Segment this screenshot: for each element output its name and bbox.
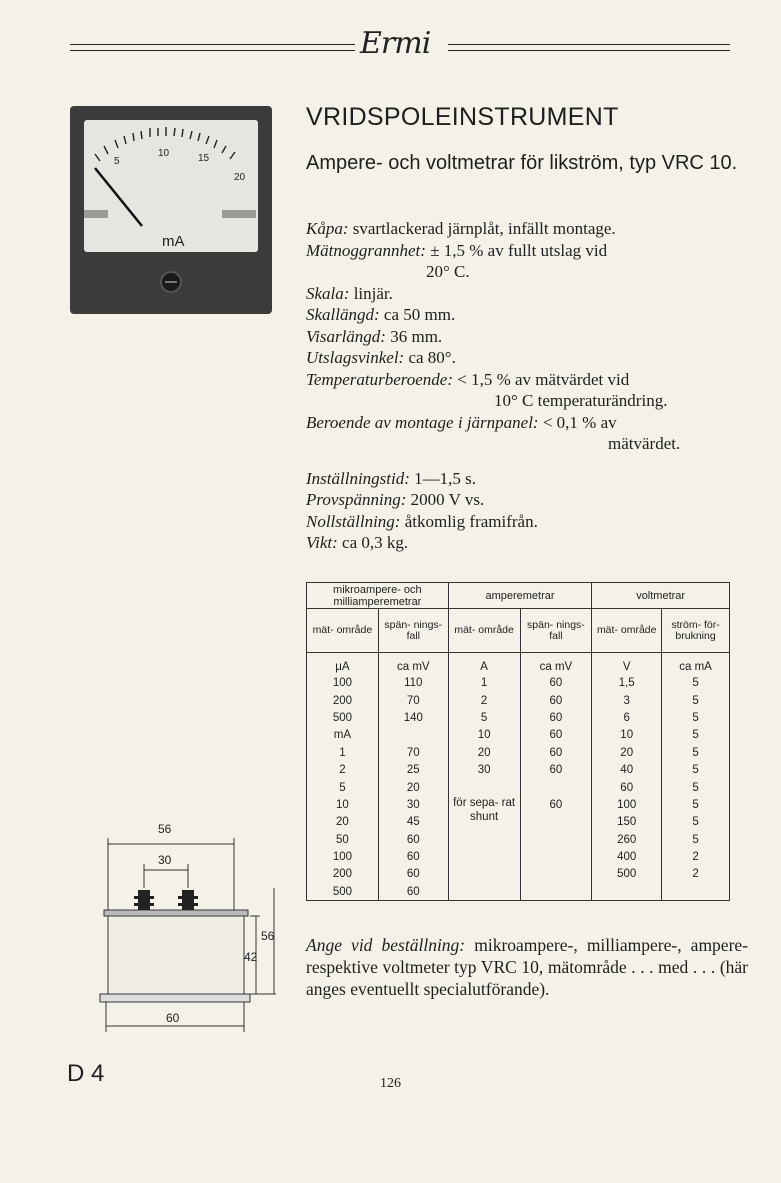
unit-cell: ca mV — [520, 653, 592, 675]
table-row: 100 110 1 60 1,5 5 — [307, 675, 730, 692]
separate-shunt-note: för sepa- rat shunt — [448, 796, 520, 831]
spec-skallangd: Skallängd: ca 50 mm. — [306, 305, 456, 324]
header-rule-right-1 — [448, 44, 730, 45]
header-rule-right-2 — [448, 50, 730, 51]
table-row: 20 45 150 5 — [307, 814, 730, 831]
group-header-ampere: amperemetrar — [448, 583, 592, 609]
dim-30: 30 — [158, 853, 172, 867]
scale-label-20: 20 — [234, 172, 246, 183]
group-header-volt: voltmetrar — [592, 583, 730, 609]
spec-skala: Skala: linjär. — [306, 283, 393, 303]
table-row: 200 60 500 2 — [307, 866, 730, 883]
table-row: mA 10 60 10 5 — [307, 727, 730, 744]
header-rule-left-1 — [70, 44, 355, 45]
unit-cell: A — [448, 653, 520, 675]
col-header-spanningsfall: spän- nings- fall — [520, 609, 592, 653]
spec-visarlangd: Visarlängd: 36 mm. — [306, 326, 443, 346]
col-header-matomrade: mät- område — [592, 609, 662, 653]
meter-marking-right — [222, 210, 256, 218]
header-rule-left-2 — [70, 50, 355, 51]
scale-label-10: 10 — [158, 148, 170, 159]
col-header-matomrade: mät- område — [307, 609, 379, 653]
dim-56-top: 56 — [158, 822, 172, 836]
spec-kapa: Kåpa: svartlackerad järnplåt, infällt montage. — [306, 219, 616, 238]
spec-temperatur-cont: 10° C temperaturändring. — [494, 391, 668, 410]
spec-vikt: Vikt: ca 0,3 kg. — [306, 533, 409, 552]
unit-cell: μA — [307, 653, 379, 675]
table-row: 5 20 60 5 — [307, 779, 730, 796]
unit-cell: ca mA — [662, 653, 730, 675]
page-title: VRIDSPOLEINSTRUMENT — [306, 103, 619, 131]
table-row: 100 60 400 2 — [307, 848, 730, 865]
meter-unit-label: mA — [162, 233, 185, 250]
table-row: 200 70 2 60 3 5 — [307, 692, 730, 709]
col-header-stromforbrukning: ström- för- brukning — [662, 609, 730, 653]
dim-56-side: 56 — [261, 929, 275, 943]
unit-cell: V — [592, 653, 662, 675]
ordering-note: Ange vid beställning: mikroampere-, milliampere-, ampere- respektive voltmeter typ VRC 10, mätområde . . . med . . . (här anges eventuellt specialutförande). — [306, 935, 748, 999]
table-row: 1 70 20 60 20 5 — [307, 744, 730, 761]
meter-photo — [70, 106, 272, 314]
scale-label-15: 15 — [198, 153, 210, 164]
col-header-spanningsfall: spän- nings- fall — [378, 609, 448, 653]
spec-noggrannhet: Mätnoggrannhet: ± 1,5 % av fullt utslag vid — [306, 240, 608, 260]
spec-montage-cont: mätvärdet. — [608, 434, 681, 453]
table-row: 50 60 260 5 — [307, 831, 730, 848]
page-number: 126 — [380, 1076, 401, 1091]
dim-42: 42 — [244, 950, 258, 964]
spec-nollstallning: Nollställning: åtkomlig framifrån. — [306, 511, 538, 531]
scale-label-5: 5 — [114, 156, 120, 167]
spec-utslagsvinkel: Utslagsvinkel: ca 80°. — [306, 348, 456, 367]
meter-dial-graphic — [70, 106, 272, 314]
spec-montage: Beroende av montage i järnpanel: < 0,1 % av — [306, 412, 617, 432]
page-subtitle: Ampere- och voltmetrar för likström, typ VRC 10. — [306, 152, 738, 174]
spec-provspanning: Provspänning: 2000 V vs. — [306, 490, 485, 509]
table-row: 500 60 — [307, 883, 730, 900]
dimension-drawing — [98, 818, 278, 1048]
brand-logo: Ermi — [360, 26, 431, 61]
table-row: 10 30 för sepa- rat shunt 60 100 5 — [307, 796, 730, 813]
meter-marking-left — [84, 210, 108, 218]
spec-noggrannhet-cont: 20° C. — [426, 262, 470, 281]
section-marker: D 4 — [67, 1060, 105, 1087]
dim-60: 60 — [166, 1011, 180, 1025]
spec-temperatur: Temperaturberoende: < 1,5 % av mätvärdet vid — [306, 369, 630, 389]
spec-installningstid: Inställningstid: 1—1,5 s. — [306, 468, 477, 488]
table-row: 2 25 30 60 40 5 — [307, 761, 730, 778]
unit-cell: ca mV — [378, 653, 448, 675]
col-header-matomrade: mät- område — [448, 609, 520, 653]
ranges-table — [306, 582, 730, 901]
table-row: 500 140 5 60 6 5 — [307, 709, 730, 726]
specifications — [306, 218, 756, 554]
group-header-micro: mikroampere- och milliamperemetrar — [307, 583, 449, 609]
